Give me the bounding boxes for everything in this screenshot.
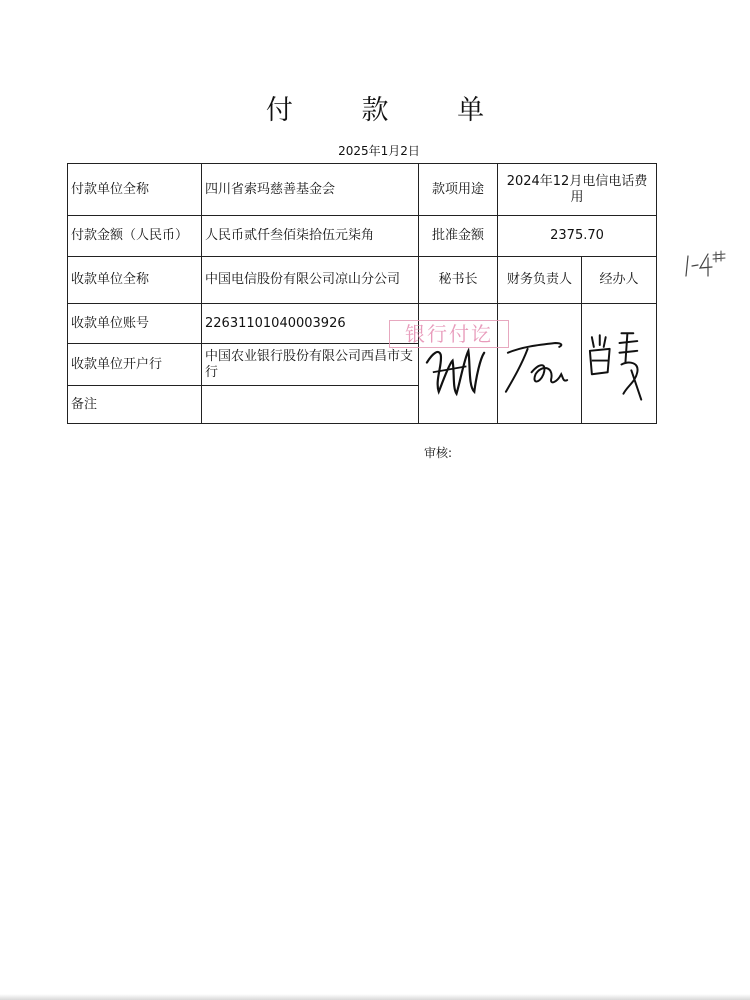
- amount-label: 付款金额（人民币）: [68, 216, 202, 257]
- payment-form-table: [67, 163, 657, 424]
- payee-name-value: 中国电信股份有限公司凉山分公司: [202, 257, 419, 304]
- payer-name-value: 四川省索玛慈善基金会: [202, 164, 419, 216]
- remarks-label: 备注: [68, 386, 202, 424]
- document-date: 2025年1月2日: [338, 144, 420, 158]
- payer-name-label: 付款单位全称: [68, 164, 202, 216]
- page-bottom-edge: [0, 994, 750, 1000]
- table-row: [68, 304, 657, 344]
- margin-note-handwriting: [682, 248, 732, 278]
- table-row: [68, 164, 657, 216]
- audit-label: 审核:: [424, 446, 453, 460]
- payee-name-label: 收款单位全称: [68, 257, 202, 304]
- approved-amount-label: 批准金额: [419, 216, 498, 257]
- purpose-value: 2024年12月电信电话费用: [498, 164, 657, 216]
- page-title: 付 款 单: [265, 95, 515, 126]
- payee-bank-label: 收款单位开户行: [68, 344, 202, 386]
- handler-label: 经办人: [582, 257, 657, 304]
- bank-paid-stamp: 银行付讫: [389, 320, 509, 348]
- table-row: [68, 257, 657, 304]
- secretary-general-label: 秘书长: [419, 257, 498, 304]
- purpose-label: 款项用途: [419, 164, 498, 216]
- payee-account-label: 收款单位账号: [68, 304, 202, 344]
- table-row: [68, 216, 657, 257]
- payee-account-value: 22631101040003926: [202, 304, 419, 344]
- finance-head-signature: [498, 304, 582, 424]
- signature-scribble-icon: [582, 304, 656, 423]
- amount-words-value: 人民币贰仟叁佰柒拾伍元柒角: [202, 216, 419, 257]
- handler-signature: [582, 304, 657, 424]
- signature-scribble-icon: [498, 304, 581, 423]
- approved-amount-value: 2375.70: [498, 216, 657, 257]
- remarks-value: [202, 386, 419, 424]
- payee-bank-value: 中国农业银行股份有限公司西昌市支行: [202, 344, 419, 386]
- finance-head-label: 财务负责人: [498, 257, 582, 304]
